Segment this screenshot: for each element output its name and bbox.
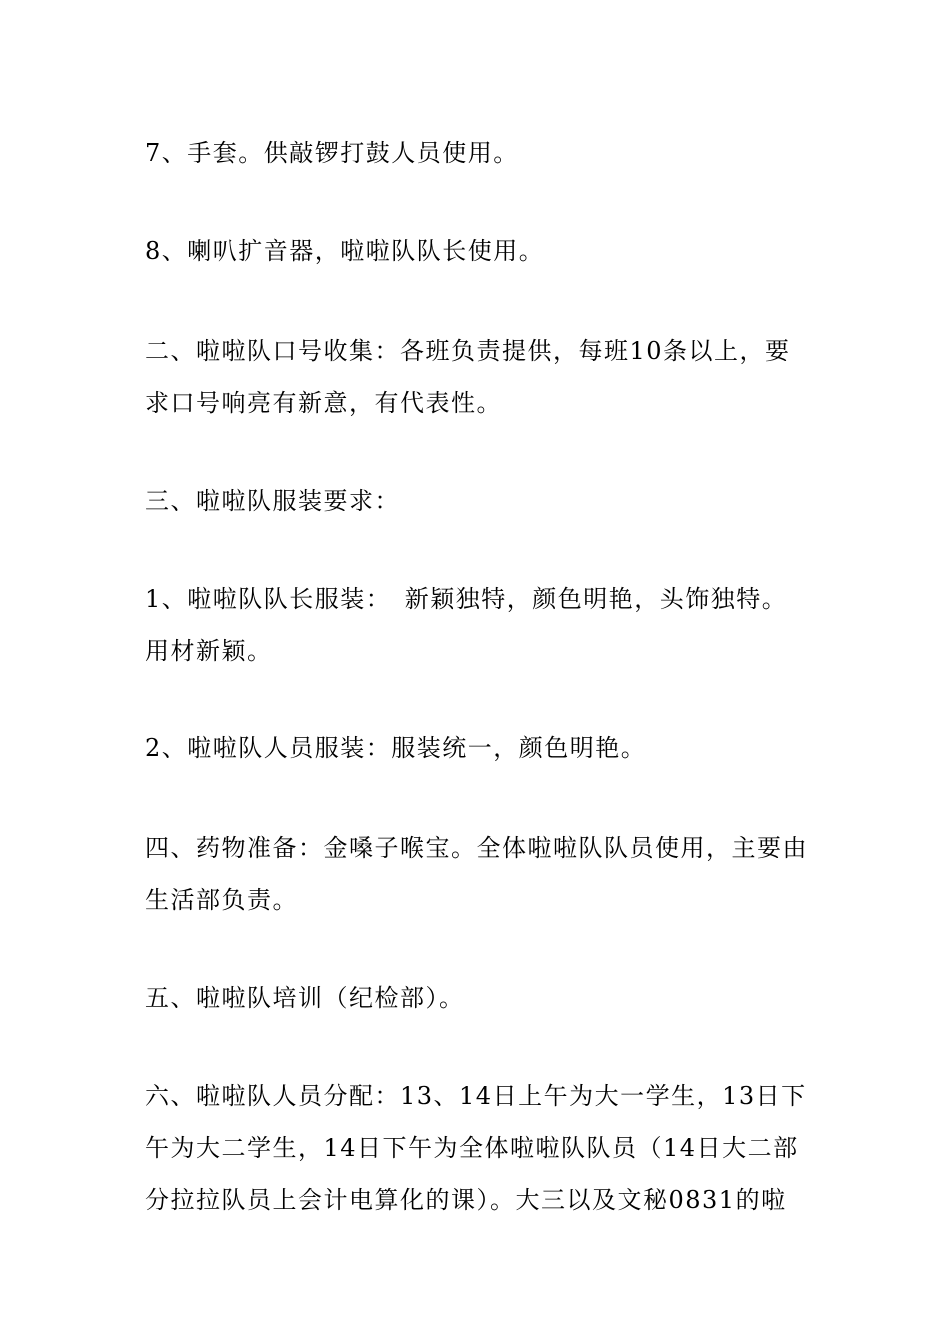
paragraph-slogan-collection: 二、啦啦队口号收集：各班负责提供，每班10条以上，要求口号响亮有新意，有代表性。 [145, 337, 791, 417]
paragraph-costume-requirements: 三、啦啦队服装要求： [145, 487, 400, 515]
paragraph-staff-allocation: 六、啦啦队人员分配：13、14日上午为大一学生，13日下午为大二学生，14日下午为全体啦啦队队员（14日大二部分拉拉队员上会计电算化的课）。大三以及文秘0831的啦 [145, 1082, 807, 1214]
paragraph-medicine: 四、药物准备：金嗓子喉宝。全体啦啦队队员使用，主要由生活部负责。 [145, 834, 808, 914]
paragraph-member-costume: 2、啦啦队人员服装：服装统一，颜色明艳。 [145, 734, 647, 762]
paragraph-training: 五、啦啦队培训（纪检部）。 [145, 984, 465, 1012]
paragraph-megaphone: 8、喇叭扩音器，啦啦队队长使用。 [145, 237, 545, 265]
paragraph-captain-costume: 1、啦啦队队长服装： 新颖独特，颜色明艳，头饰独特。用材新颖。 [145, 585, 788, 665]
paragraph-gloves: 7、手套。供敲锣打鼓人员使用。 [145, 139, 519, 167]
